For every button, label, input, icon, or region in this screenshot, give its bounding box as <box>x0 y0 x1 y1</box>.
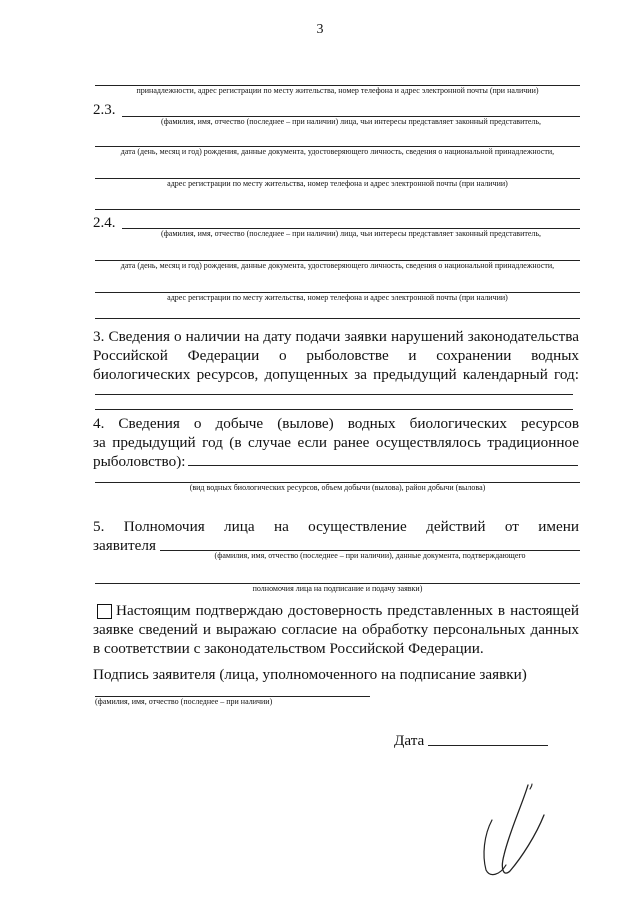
section-3-line-1: 3. Сведения о наличии на дату подачи заявки нарушений законодательства <box>93 328 579 345</box>
consent-line-3: в соответствии с законодательством Российской Федерации. <box>93 640 484 657</box>
date-line[interactable] <box>428 745 548 746</box>
section-5-caption-2: полномочия лица на подписание и подачу заявки) <box>252 584 423 593</box>
section-4-line-3: рыболовство): <box>93 453 186 470</box>
item-2-3-caption-address: адрес регистрации по месту жительства, номер телефона и адрес электронной почты (при наличии) <box>167 179 508 188</box>
item-2-3-caption-name: (фамилия, имя, отчество (последнее – при наличии) лица, чьи интересы представляет законный представитель, <box>160 117 542 126</box>
section-5-line-2: заявителя <box>93 537 156 554</box>
item-2-4-caption-address: адрес регистрации по месту жительства, номер телефона и адрес электронной почты (при наличии) <box>167 293 508 302</box>
item-2-3-caption-birth: дата (день, месяц и год) рождения, данные документа, удостоверяющего личность, сведения о национальной принадлежности, <box>120 147 555 156</box>
top-caption: принадлежности, адрес регистрации по месту жительства, номер телефона и адрес электронной почты (при наличии) <box>136 86 539 95</box>
item-2-3-extra-line[interactable] <box>95 209 580 210</box>
section-4-line-2: за предыдущий год (в случае если ранее осуществлялось традиционное <box>93 434 579 451</box>
item-2-4-caption-name: (фамилия, имя, отчество (последнее – при наличии) лица, чьи интересы представляет законный представитель, <box>160 229 542 238</box>
signature-label: Подпись заявителя (лица, уполномоченного на подписание заявки) <box>93 666 527 683</box>
section-5-caption-1: (фамилия, имя, отчество (последнее – при наличии), данные документа, подтверждающего <box>214 551 526 560</box>
item-2-4-extra-line[interactable] <box>95 318 580 319</box>
section-3-line-3: биологических ресурсов, допущенных за предыдущий календарный год: <box>93 366 579 383</box>
signature-caption: (фамилия, имя, отчество (последнее – при наличии) <box>95 697 273 706</box>
section-4-caption: (вид водных биологических ресурсов, объем добычи (вылова), район добычи (вылова) <box>189 483 486 492</box>
section-3-line-2: Российской Федерации о рыболовстве и сохранении водных <box>93 347 579 364</box>
item-2-4-caption-birth: дата (день, месяц и год) рождения, данные документа, удостоверяющего личность, сведения о национальной принадлежности, <box>120 261 555 270</box>
consent-checkbox[interactable] <box>97 604 112 619</box>
section-3-answer-line-1[interactable] <box>95 394 573 395</box>
section-4-line-1: 4. Сведения о добыче (вылове) водных биологических ресурсов <box>93 415 579 432</box>
item-2-4-number: 2.4. <box>93 215 116 231</box>
section-4-answer-line-1[interactable] <box>188 465 578 466</box>
item-2-3-number: 2.3. <box>93 102 116 118</box>
consent-line-2: заявке сведений и выражаю согласие на обработку персональных данных <box>93 621 579 638</box>
page-number: 3 <box>316 22 324 37</box>
handwritten-signature <box>470 775 570 885</box>
date-label: Дата <box>394 732 425 749</box>
section-5-line-1: 5. Полномочия лица на осуществление действий от имени <box>93 518 579 535</box>
section-3-answer-line-2[interactable] <box>95 409 573 410</box>
consent-line-1: Настоящим подтверждаю достоверность представленных в настоящей <box>116 602 579 619</box>
